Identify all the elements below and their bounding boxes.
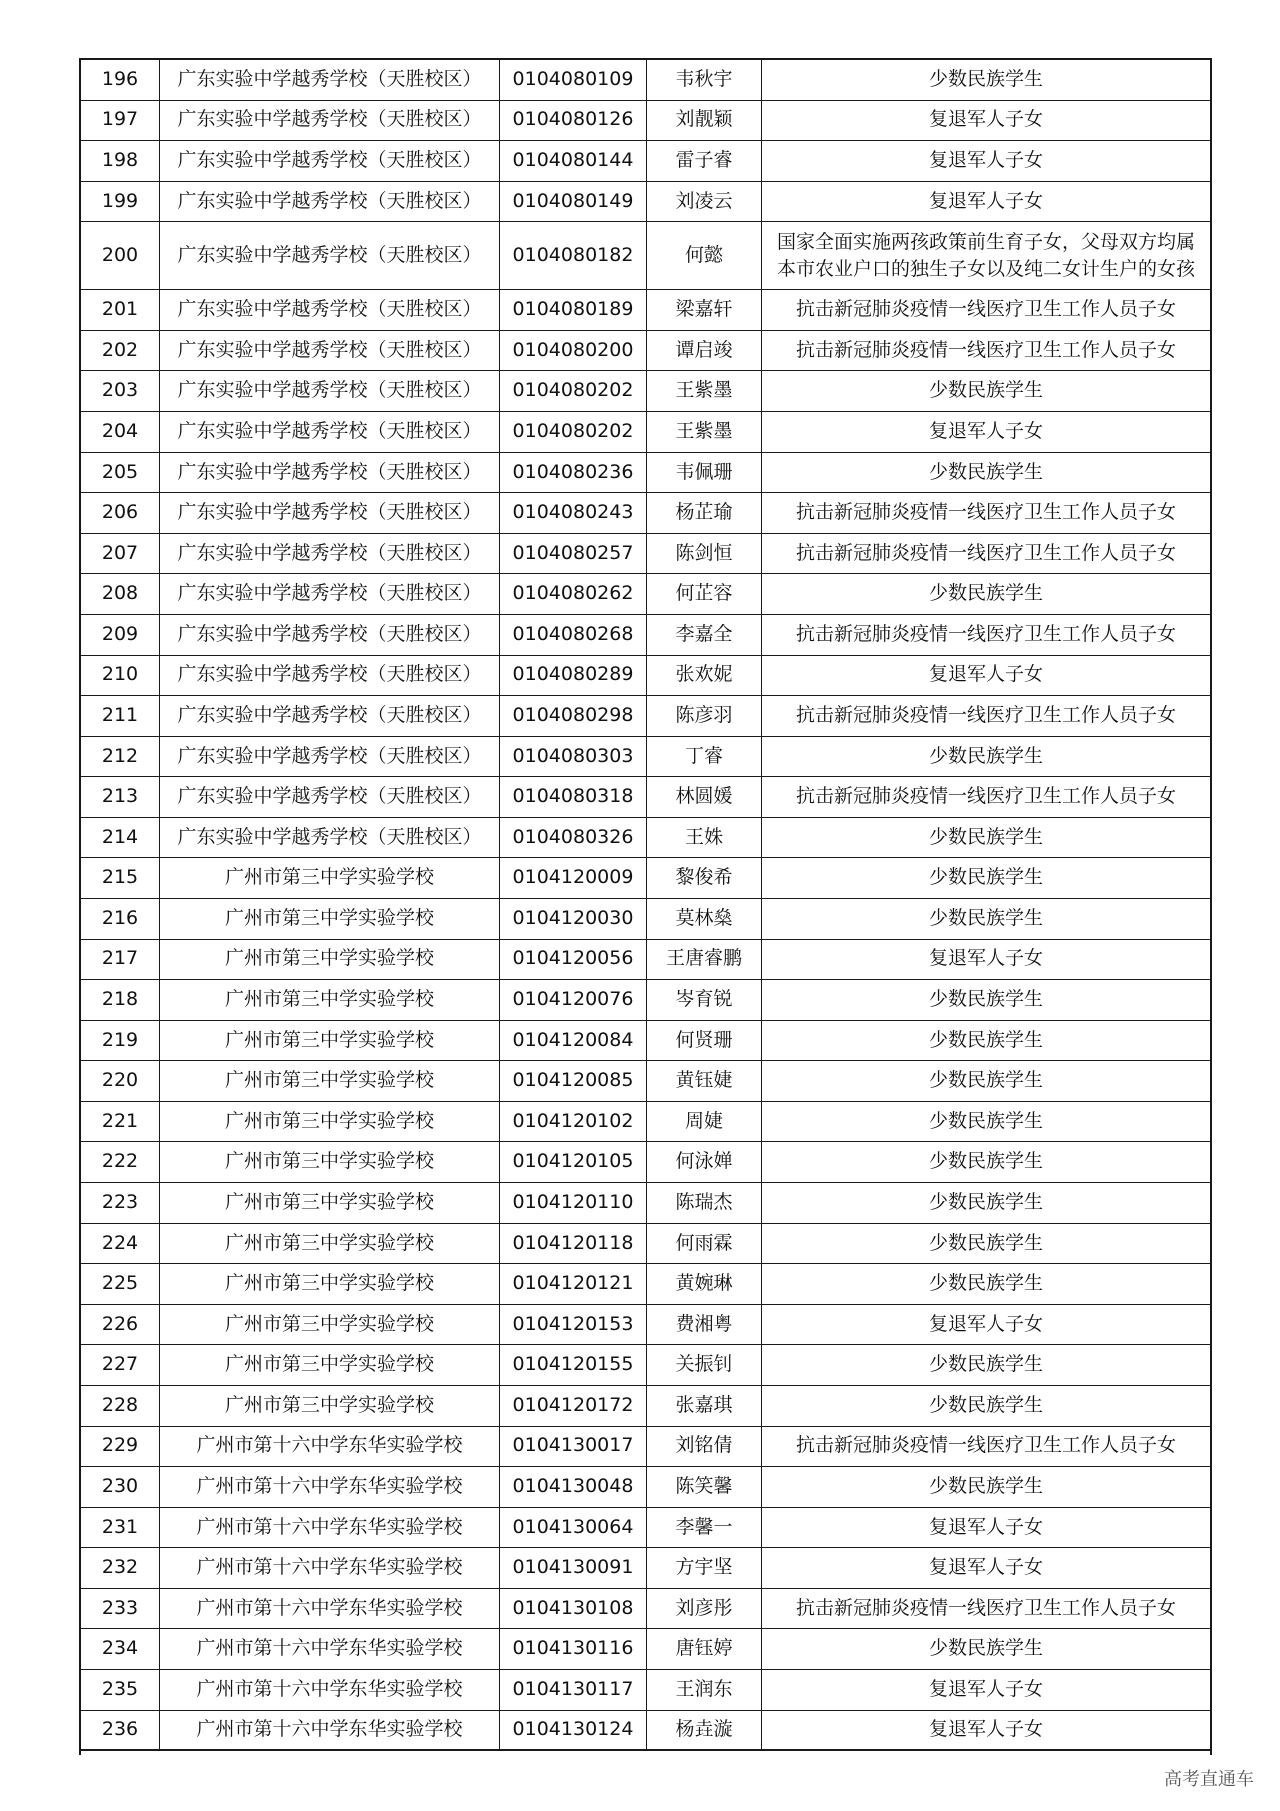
student-id: 0104120056 bbox=[500, 940, 647, 980]
category: 抗击新冠肺炎疫情一线医疗卫生工作人员子女 bbox=[795, 541, 1176, 564]
row-number: 205 bbox=[81, 453, 160, 493]
table-row bbox=[81, 493, 1210, 534]
table-row bbox=[81, 1102, 1210, 1143]
category: 少数民族学生 bbox=[928, 1190, 1043, 1213]
row-number: 213 bbox=[81, 777, 160, 817]
student-name: 杨垚漩 bbox=[647, 1711, 762, 1750]
student-id: 0104080289 bbox=[500, 656, 647, 696]
category: 少数民族学生 bbox=[928, 1474, 1043, 1497]
table-row bbox=[81, 60, 1210, 101]
category: 复退军人子女 bbox=[928, 1717, 1043, 1740]
row-number: 217 bbox=[81, 940, 160, 980]
student-id: 0104080149 bbox=[500, 182, 647, 222]
row-number: 206 bbox=[81, 493, 160, 533]
category: 少数民族学生 bbox=[928, 1069, 1043, 1092]
school-name: 广州市第三中学实验学校 bbox=[160, 858, 500, 898]
row-number: 220 bbox=[81, 1061, 160, 1101]
student-id: 0104080200 bbox=[500, 331, 647, 371]
table-row bbox=[81, 1629, 1210, 1670]
student-id: 0104080126 bbox=[500, 101, 647, 141]
row-number: 218 bbox=[81, 980, 160, 1020]
student-id: 0104120110 bbox=[500, 1183, 647, 1223]
table-row bbox=[81, 1021, 1210, 1062]
student-name: 丁睿 bbox=[647, 737, 762, 777]
student-name: 李馨一 bbox=[647, 1508, 762, 1548]
student-id: 0104120155 bbox=[500, 1345, 647, 1385]
school-name: 广州市第三中学实验学校 bbox=[160, 1264, 500, 1304]
row-number: 196 bbox=[81, 60, 160, 100]
row-number: 208 bbox=[81, 574, 160, 614]
table-row bbox=[81, 777, 1210, 818]
school-name: 广东实验中学越秀学校（天胜校区） bbox=[160, 412, 500, 452]
student-id: 0104120076 bbox=[500, 980, 647, 1020]
student-name: 陈彦羽 bbox=[647, 696, 762, 736]
school-name: 广东实验中学越秀学校（天胜校区） bbox=[160, 101, 500, 141]
category: 复退军人子女 bbox=[928, 1677, 1043, 1700]
school-name: 广州市第三中学实验学校 bbox=[160, 1061, 500, 1101]
student-id: 0104080326 bbox=[500, 818, 647, 858]
student-id: 0104080109 bbox=[500, 60, 647, 100]
table-row bbox=[81, 1711, 1210, 1752]
category: 抗击新冠肺炎疫情一线医疗卫生工作人员子女 bbox=[795, 1434, 1176, 1457]
student-name: 刘靓颖 bbox=[647, 101, 762, 141]
student-name: 谭启竣 bbox=[647, 331, 762, 371]
school-name: 广东实验中学越秀学校（天胜校区） bbox=[160, 290, 500, 330]
row-number: 222 bbox=[81, 1142, 160, 1182]
school-name: 广东实验中学越秀学校（天胜校区） bbox=[160, 182, 500, 222]
student-name: 王紫墨 bbox=[647, 371, 762, 411]
school-name: 广东实验中学越秀学校（天胜校区） bbox=[160, 60, 500, 100]
student-id: 0104130064 bbox=[500, 1508, 647, 1548]
student-name: 陈剑恒 bbox=[647, 534, 762, 574]
school-name: 广东实验中学越秀学校（天胜校区） bbox=[160, 493, 500, 533]
student-name: 关振钊 bbox=[647, 1345, 762, 1385]
student-name: 王紫墨 bbox=[647, 412, 762, 452]
school-name: 广州市第三中学实验学校 bbox=[160, 1305, 500, 1345]
student-name: 何懿 bbox=[647, 222, 762, 289]
row-number: 202 bbox=[81, 331, 160, 371]
category: 复退军人子女 bbox=[928, 663, 1043, 686]
row-number: 199 bbox=[81, 182, 160, 222]
student-name: 刘凌云 bbox=[647, 182, 762, 222]
table-row bbox=[81, 101, 1210, 142]
table-row bbox=[81, 1508, 1210, 1549]
row-number: 226 bbox=[81, 1305, 160, 1345]
row-number: 214 bbox=[81, 818, 160, 858]
table-row bbox=[81, 1345, 1210, 1386]
student-name: 王润东 bbox=[647, 1670, 762, 1710]
student-id: 0104120118 bbox=[500, 1224, 647, 1264]
row-number: 198 bbox=[81, 141, 160, 181]
student-id: 0104130048 bbox=[500, 1467, 647, 1507]
table-row bbox=[81, 1467, 1210, 1508]
table-row bbox=[81, 1061, 1210, 1102]
row-number: 234 bbox=[81, 1629, 160, 1669]
row-number: 233 bbox=[81, 1589, 160, 1629]
table-row bbox=[81, 818, 1210, 859]
row-number: 212 bbox=[81, 737, 160, 777]
school-name: 广州市第三中学实验学校 bbox=[160, 1183, 500, 1223]
student-name: 雷子睿 bbox=[647, 141, 762, 181]
row-number: 211 bbox=[81, 696, 160, 736]
row-number: 201 bbox=[81, 290, 160, 330]
table-row bbox=[81, 412, 1210, 453]
student-name: 陈笑馨 bbox=[647, 1467, 762, 1507]
school-name: 广东实验中学越秀学校（天胜校区） bbox=[160, 371, 500, 411]
school-name: 广州市第十六中学东华实验学校 bbox=[160, 1629, 500, 1669]
school-name: 广州市第三中学实验学校 bbox=[160, 1224, 500, 1264]
category: 复退军人子女 bbox=[928, 149, 1043, 172]
category: 复退军人子女 bbox=[928, 108, 1043, 131]
table-row bbox=[81, 1224, 1210, 1265]
row-number: 207 bbox=[81, 534, 160, 574]
category: 抗击新冠肺炎疫情一线医疗卫生工作人员子女 bbox=[795, 1596, 1176, 1619]
table-row bbox=[81, 290, 1210, 331]
student-id: 0104130117 bbox=[500, 1670, 647, 1710]
student-name: 梁嘉轩 bbox=[647, 290, 762, 330]
table-row bbox=[81, 371, 1210, 412]
table-row bbox=[81, 182, 1210, 223]
category: 复退军人子女 bbox=[928, 1515, 1043, 1538]
student-name: 何雨霖 bbox=[647, 1224, 762, 1264]
category: 少数民族学生 bbox=[928, 1272, 1043, 1295]
table-row bbox=[81, 331, 1210, 372]
category: 抗击新冠肺炎疫情一线医疗卫生工作人员子女 bbox=[795, 785, 1176, 808]
category: 少数民族学生 bbox=[928, 1150, 1043, 1173]
school-name: 广东实验中学越秀学校（天胜校区） bbox=[160, 331, 500, 371]
student-id: 0104080303 bbox=[500, 737, 647, 777]
row-number: 210 bbox=[81, 656, 160, 696]
row-number: 204 bbox=[81, 412, 160, 452]
table-row bbox=[81, 696, 1210, 737]
school-name: 广州市第十六中学东华实验学校 bbox=[160, 1548, 500, 1588]
student-id: 0104080257 bbox=[500, 534, 647, 574]
student-id: 0104120102 bbox=[500, 1102, 647, 1142]
student-name: 李嘉全 bbox=[647, 615, 762, 655]
student-id: 0104080144 bbox=[500, 141, 647, 181]
student-name: 刘彦彤 bbox=[647, 1589, 762, 1629]
table-row bbox=[81, 940, 1210, 981]
row-number: 232 bbox=[81, 1548, 160, 1588]
student-name: 黄钰婕 bbox=[647, 1061, 762, 1101]
table-row bbox=[81, 141, 1210, 182]
category: 少数民族学生 bbox=[928, 1353, 1043, 1376]
row-number: 235 bbox=[81, 1670, 160, 1710]
row-number: 230 bbox=[81, 1467, 160, 1507]
table-row bbox=[81, 656, 1210, 697]
category: 少数民族学生 bbox=[928, 1028, 1043, 1051]
school-name: 广州市第十六中学东华实验学校 bbox=[160, 1670, 500, 1710]
table-row bbox=[81, 899, 1210, 940]
row-number: 197 bbox=[81, 101, 160, 141]
row-number: 224 bbox=[81, 1224, 160, 1264]
category: 少数民族学生 bbox=[928, 1109, 1043, 1132]
table-row bbox=[81, 1183, 1210, 1224]
category: 少数民族学生 bbox=[928, 379, 1043, 402]
student-name: 刘铭倩 bbox=[647, 1427, 762, 1467]
category: 少数民族学生 bbox=[928, 1231, 1043, 1254]
row-number: 209 bbox=[81, 615, 160, 655]
table-row bbox=[81, 1427, 1210, 1468]
school-name: 广东实验中学越秀学校（天胜校区） bbox=[160, 777, 500, 817]
table-row bbox=[81, 1386, 1210, 1427]
student-name: 张嘉琪 bbox=[647, 1386, 762, 1426]
student-id: 0104080202 bbox=[500, 412, 647, 452]
school-name: 广东实验中学越秀学校（天胜校区） bbox=[160, 737, 500, 777]
student-id: 0104120172 bbox=[500, 1386, 647, 1426]
category: 抗击新冠肺炎疫情一线医疗卫生工作人员子女 bbox=[795, 298, 1176, 321]
student-id: 0104080268 bbox=[500, 615, 647, 655]
school-name: 广州市第三中学实验学校 bbox=[160, 899, 500, 939]
student-id: 0104120030 bbox=[500, 899, 647, 939]
student-id: 0104130124 bbox=[500, 1711, 647, 1750]
table-row bbox=[81, 1142, 1210, 1183]
category: 少数民族学生 bbox=[928, 582, 1043, 605]
student-name: 岑育锐 bbox=[647, 980, 762, 1020]
student-id: 0104120105 bbox=[500, 1142, 647, 1182]
school-name: 广州市第三中学实验学校 bbox=[160, 1386, 500, 1426]
student-id: 0104130116 bbox=[500, 1629, 647, 1669]
school-name: 广州市第十六中学东华实验学校 bbox=[160, 1508, 500, 1548]
table-row bbox=[81, 574, 1210, 615]
student-name: 何泳婵 bbox=[647, 1142, 762, 1182]
student-id: 0104120085 bbox=[500, 1061, 647, 1101]
school-name: 广东实验中学越秀学校（天胜校区） bbox=[160, 696, 500, 736]
student-id: 0104130017 bbox=[500, 1427, 647, 1467]
category: 复退军人子女 bbox=[928, 947, 1043, 970]
category: 复退军人子女 bbox=[928, 1312, 1043, 1335]
table-row bbox=[81, 222, 1210, 290]
category: 抗击新冠肺炎疫情一线医疗卫生工作人员子女 bbox=[795, 501, 1176, 524]
table-row bbox=[81, 615, 1210, 656]
student-id: 0104080182 bbox=[500, 222, 647, 289]
category: 抗击新冠肺炎疫情一线医疗卫生工作人员子女 bbox=[795, 704, 1176, 726]
student-id: 0104080243 bbox=[500, 493, 647, 533]
school-name: 广州市第三中学实验学校 bbox=[160, 940, 500, 980]
student-name: 韦佩珊 bbox=[647, 453, 762, 493]
row-number: 221 bbox=[81, 1102, 160, 1142]
student-name: 周婕 bbox=[647, 1102, 762, 1142]
student-name: 方宇坚 bbox=[647, 1548, 762, 1588]
student-id: 0104080262 bbox=[500, 574, 647, 614]
school-name: 广东实验中学越秀学校（天胜校区） bbox=[160, 141, 500, 181]
student-id: 0104120084 bbox=[500, 1021, 647, 1061]
row-number: 236 bbox=[81, 1711, 160, 1750]
table-row bbox=[81, 1670, 1210, 1711]
table-row bbox=[81, 1548, 1210, 1589]
school-name: 广州市第三中学实验学校 bbox=[160, 980, 500, 1020]
school-name: 广东实验中学越秀学校（天胜校区） bbox=[160, 453, 500, 493]
student-name: 林圆媛 bbox=[647, 777, 762, 817]
category: 少数民族学生 bbox=[928, 825, 1043, 848]
category: 抗击新冠肺炎疫情一线医疗卫生工作人员子女 bbox=[795, 338, 1176, 361]
table-row bbox=[81, 858, 1210, 899]
student-id: 0104120153 bbox=[500, 1305, 647, 1345]
student-name: 费湘粤 bbox=[647, 1305, 762, 1345]
student-id: 0104080236 bbox=[500, 453, 647, 493]
student-name: 何芷容 bbox=[647, 574, 762, 614]
student-id: 0104120121 bbox=[500, 1264, 647, 1304]
student-name: 杨芷瑜 bbox=[647, 493, 762, 533]
student-id: 0104130108 bbox=[500, 1589, 647, 1629]
student-id: 0104080318 bbox=[500, 777, 647, 817]
category: 复退军人子女 bbox=[928, 189, 1043, 212]
row-number: 223 bbox=[81, 1183, 160, 1223]
school-name: 广东实验中学越秀学校（天胜校区） bbox=[160, 534, 500, 574]
row-number: 203 bbox=[81, 371, 160, 411]
school-name: 广东实验中学越秀学校（天胜校区） bbox=[160, 656, 500, 696]
student-name: 陈瑞杰 bbox=[647, 1183, 762, 1223]
category: 少数民族学生 bbox=[928, 744, 1043, 767]
school-name: 广东实验中学越秀学校（天胜校区） bbox=[160, 615, 500, 655]
table-row bbox=[81, 1305, 1210, 1346]
student-name: 唐钰婷 bbox=[647, 1629, 762, 1669]
category: 少数民族学生 bbox=[928, 1637, 1043, 1660]
category: 少数民族学生 bbox=[928, 866, 1043, 889]
student-id: 0104080298 bbox=[500, 696, 647, 736]
school-name: 广州市第三中学实验学校 bbox=[160, 1102, 500, 1142]
row-number: 215 bbox=[81, 858, 160, 898]
category: 少数民族学生 bbox=[928, 906, 1043, 929]
table-row bbox=[81, 737, 1210, 778]
school-name: 广州市第三中学实验学校 bbox=[160, 1021, 500, 1061]
student-name: 张欢妮 bbox=[647, 656, 762, 696]
row-number: 231 bbox=[81, 1508, 160, 1548]
student-id: 0104120009 bbox=[500, 858, 647, 898]
school-name: 广东实验中学越秀学校（天胜校区） bbox=[160, 222, 500, 289]
row-number: 227 bbox=[81, 1345, 160, 1385]
student-name: 黄婉琳 bbox=[647, 1264, 762, 1304]
school-name: 广州市第十六中学东华实验学校 bbox=[160, 1589, 500, 1629]
row-number: 229 bbox=[81, 1427, 160, 1467]
table-row bbox=[81, 453, 1210, 494]
school-name: 广州市第十六中学东华实验学校 bbox=[160, 1427, 500, 1467]
category: 少数民族学生 bbox=[928, 1393, 1043, 1416]
table-row bbox=[81, 980, 1210, 1021]
table-row bbox=[81, 1264, 1210, 1305]
student-name: 何贤珊 bbox=[647, 1021, 762, 1061]
student-name: 王唐睿鹏 bbox=[647, 940, 762, 980]
watermark: 高考直通车 bbox=[1164, 1769, 1254, 1790]
row-number: 225 bbox=[81, 1264, 160, 1304]
category: 少数民族学生 bbox=[928, 460, 1043, 483]
school-name: 广东实验中学越秀学校（天胜校区） bbox=[160, 574, 500, 614]
school-name: 广州市第十六中学东华实验学校 bbox=[160, 1711, 500, 1750]
category: 复退军人子女 bbox=[928, 1556, 1043, 1579]
row-number: 200 bbox=[81, 222, 160, 289]
student-id: 0104130091 bbox=[500, 1548, 647, 1588]
table-row bbox=[81, 1589, 1210, 1630]
category: 国家全面实施两孩政策前生育子女，父母双方均属本市农业户口的独生子女以及纯二女计生户的女孩 bbox=[776, 231, 1195, 280]
school-name: 广东实验中学越秀学校（天胜校区） bbox=[160, 818, 500, 858]
roster-table bbox=[79, 58, 1212, 1755]
category: 少数民族学生 bbox=[928, 67, 1043, 90]
category: 少数民族学生 bbox=[928, 988, 1043, 1011]
category: 抗击新冠肺炎疫情一线医疗卫生工作人员子女 bbox=[795, 622, 1176, 645]
student-name: 莫林燊 bbox=[647, 899, 762, 939]
table-row bbox=[81, 534, 1210, 575]
row-number: 219 bbox=[81, 1021, 160, 1061]
student-name: 黎俊希 bbox=[647, 858, 762, 898]
student-id: 0104080189 bbox=[500, 290, 647, 330]
school-name: 广州市第十六中学东华实验学校 bbox=[160, 1467, 500, 1507]
school-name: 广州市第三中学实验学校 bbox=[160, 1142, 500, 1182]
student-id: 0104080202 bbox=[500, 371, 647, 411]
row-number: 216 bbox=[81, 899, 160, 939]
school-name: 广州市第三中学实验学校 bbox=[160, 1345, 500, 1385]
student-name: 王姝 bbox=[647, 818, 762, 858]
category: 复退军人子女 bbox=[928, 419, 1043, 442]
student-name: 韦秋宇 bbox=[647, 60, 762, 100]
row-number: 228 bbox=[81, 1386, 160, 1426]
